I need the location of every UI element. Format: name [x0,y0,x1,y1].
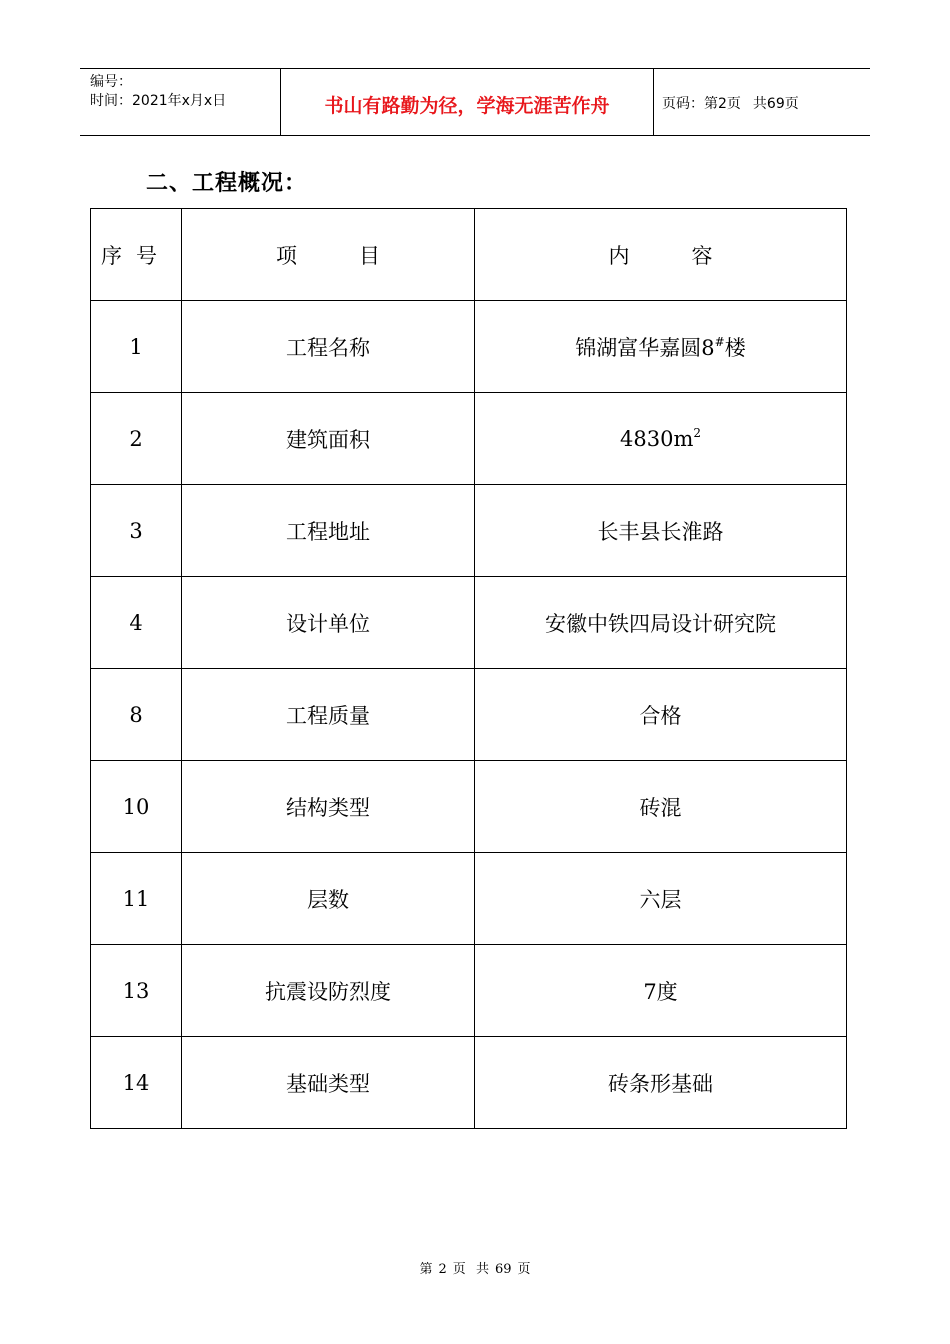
row-item: 工程名称 [182,301,475,393]
row-item: 工程质量 [182,669,475,761]
row-item: 基础类型 [182,1037,475,1129]
row-content [475,301,847,393]
row-number: 3 [91,485,182,577]
row-item: 设计单位 [182,577,475,669]
header-meta [80,69,281,135]
row-number: 4 [91,577,182,669]
table-row [91,761,847,853]
document-time-label: 时间：2021年x月x日 [90,93,227,109]
row-content [475,945,847,1037]
row-content-text: 安徽中铁四局设计研究院 [545,611,776,636]
footer-page-unit: 页 [452,1262,466,1277]
footer-total-unit: 页 [517,1262,531,1277]
row-number: 10 [91,761,182,853]
row-number: 2 [91,393,182,485]
row-content-text: 合格 [639,703,682,728]
row-item: 建筑面积 [182,393,475,485]
row-content [475,761,847,853]
row-content [475,1037,847,1129]
footer-total-number: 69 [494,1262,512,1277]
column-header-number: 序号 [91,209,182,301]
row-content-text: 锦湖富华嘉圆8 [575,335,715,360]
row-item: 结构类型 [182,761,475,853]
row-item: 层数 [182,853,475,945]
table-row [91,485,847,577]
table-row [91,577,847,669]
table-row [91,301,847,393]
column-header-content: 内容 [475,209,847,301]
header-page-info [654,69,870,135]
row-number: 1 [91,301,182,393]
table-row [91,853,847,945]
table-row [91,945,847,1037]
header-total-label: 共69页 [752,96,799,112]
table-header-row [91,209,847,301]
row-number: 11 [91,853,182,945]
footer-total-prefix: 共 [475,1262,489,1277]
row-content [475,393,847,485]
page-footer [0,1258,950,1277]
row-content [475,669,847,761]
footer-page-prefix: 第 [419,1262,433,1277]
row-number: 14 [91,1037,182,1129]
project-overview-table [90,208,847,1129]
row-number: 13 [91,945,182,1037]
table-row [91,393,847,485]
table-row [91,1037,847,1129]
row-content-text: 砖混 [639,795,682,820]
header-page-label: 页码：第2页 [662,96,741,112]
row-content-text: 4830m [620,426,694,451]
row-item: 抗震设防烈度 [182,945,475,1037]
row-content-text: 六层 [639,887,682,912]
page-header [80,68,870,136]
row-content-superscript: # [714,334,725,349]
row-number: 8 [91,669,182,761]
row-content [475,853,847,945]
document-number-label: 编号： [90,74,132,90]
row-content-text: 长丰县长淮路 [597,519,724,544]
row-item: 工程地址 [182,485,475,577]
header-motto: 书山有路勤为径，学海无涯苦作舟 [281,69,654,135]
row-content-suffix: 楼 [724,335,746,360]
row-content-text: 7度 [643,979,678,1004]
column-header-item: 项目 [182,209,475,301]
section-title: 二、工程概况： [146,170,308,196]
row-content-text: 砖条形基础 [608,1071,713,1096]
footer-page-number: 2 [438,1262,447,1277]
row-content-superscript: 2 [693,425,701,440]
row-content [475,577,847,669]
row-content [475,485,847,577]
table-row [91,669,847,761]
